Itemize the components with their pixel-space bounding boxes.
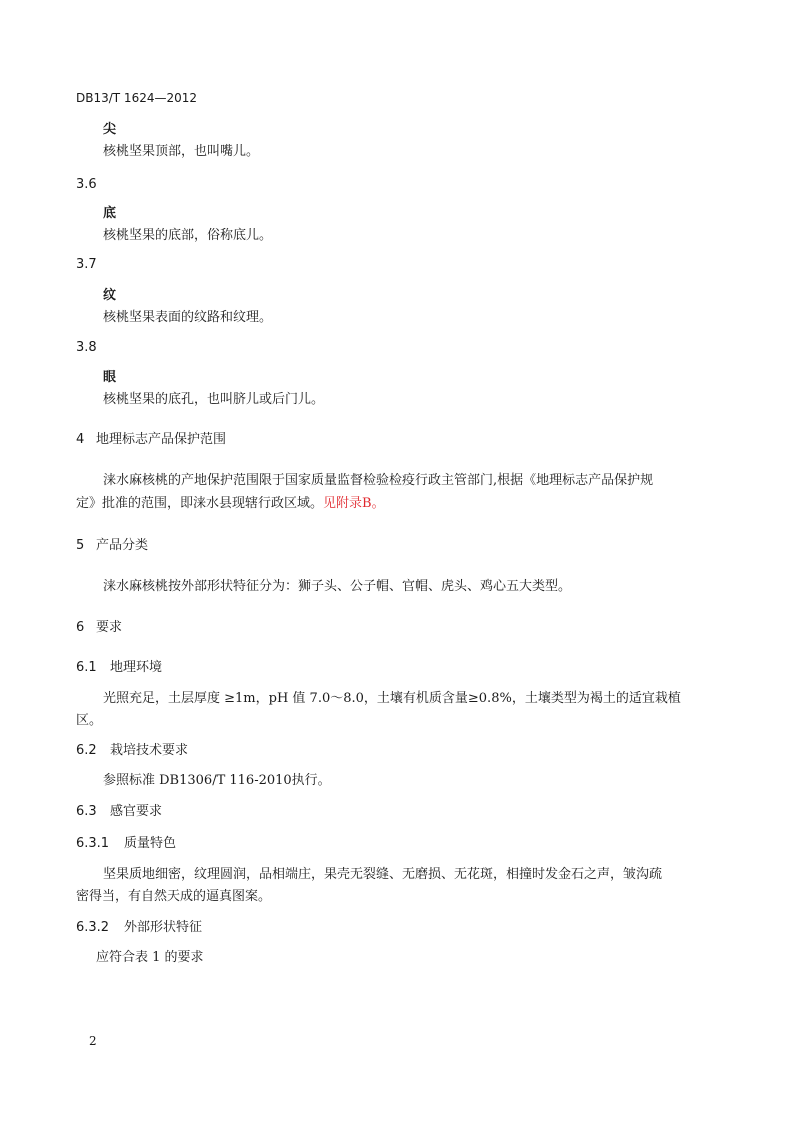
term-texture-definition: 核桃坚果表面的纹路和纹理。 (103, 310, 273, 325)
clause-number-3-6: 3.6 (76, 177, 97, 192)
section-6-3-number: 6.3 (76, 804, 97, 819)
term-eye: 眼 (103, 370, 117, 385)
section-5-number: 5 (76, 538, 85, 553)
term-tip-definition: 核桃坚果顶部，也叫嘴儿。 (103, 144, 260, 159)
section-4-heading (76, 431, 226, 449)
clause-number-3-7: 3.7 (76, 257, 97, 272)
page-number: 2 (89, 1034, 97, 1048)
section-6-title: 要求 (96, 620, 123, 635)
section-6-3-1-text-line1: 坚果质地细密，纹理圆润，品相端庄，果壳无裂缝、无磨损、无花斑，相撞时发金石之声，皱沟疏 (103, 867, 663, 882)
section-5-heading (76, 537, 148, 555)
section-6-3-2-heading (76, 919, 202, 937)
section-6-heading (76, 619, 122, 637)
section-4-text-line1: 涞水麻核桃的产地保护范围限于国家质量监督检验检疫行政主管部门,根据《地理标志产品保护规 (103, 473, 654, 488)
section-6-3-title: 感官要求 (110, 804, 163, 819)
document-code: DB13/T 1624—2012 (76, 91, 198, 105)
section-6-3-heading (76, 803, 162, 821)
term-texture: 纹 (103, 288, 117, 303)
clause-number-3-8: 3.8 (76, 340, 97, 355)
term-bottom-definition: 核桃坚果的底部，俗称底儿。 (103, 228, 273, 243)
section-6-3-2-title: 外部形状特征 (124, 920, 203, 935)
section-6-3-1-text-line2: 密得当，有自然天成的逼真图案。 (76, 889, 272, 904)
section-4-text-line2 (76, 495, 385, 513)
section-6-3-2-text: 应符合表 1 的要求 (96, 950, 204, 965)
section-5-title: 产品分类 (96, 538, 149, 553)
section-6-3-1-heading (76, 835, 176, 853)
section-6-3-1-number: 6.3.1 (76, 836, 110, 851)
section-4-number: 4 (76, 432, 85, 447)
section-6-1-number: 6.1 (76, 660, 97, 675)
section-6-3-2-number: 6.3.2 (76, 920, 110, 935)
section-6-1-heading (76, 659, 162, 677)
section-6-number: 6 (76, 620, 85, 635)
section-6-1-text-line2: 区。 (76, 713, 103, 728)
term-eye-definition: 核桃坚果的底孔，也叫脐儿或后门儿。 (103, 392, 325, 407)
section-6-3-1-title: 质量特色 (124, 836, 177, 851)
section-6-2-number: 6.2 (76, 743, 97, 758)
section-6-1-title: 地理环境 (110, 660, 163, 675)
section-4-title: 地理标志产品保护范围 (96, 432, 227, 447)
section-4-text-line2-main: 定》批准的范围，即涞水县现辖行政区域。 (76, 496, 324, 511)
term-tip: 尖 (103, 122, 117, 137)
section-6-1-text-line1: 光照充足，土层厚度 ≥1m，pH 值 7.0～8.0，土壤有机质含量≥0.8%，土壤类型为褐土的适宜栽植 (103, 691, 681, 706)
section-6-2-text: 参照标准 DB1306/T 116-2010执行。 (103, 773, 331, 788)
section-5-text: 涞水麻核桃按外部形状特征分为：狮子头、公子帽、官帽、虎头、鸡心五大类型。 (103, 579, 572, 594)
term-bottom: 底 (103, 206, 117, 221)
appendix-reference: 见附录B。 (323, 496, 385, 511)
section-6-2-heading (76, 742, 188, 760)
section-6-2-title: 栽培技术要求 (110, 743, 189, 758)
